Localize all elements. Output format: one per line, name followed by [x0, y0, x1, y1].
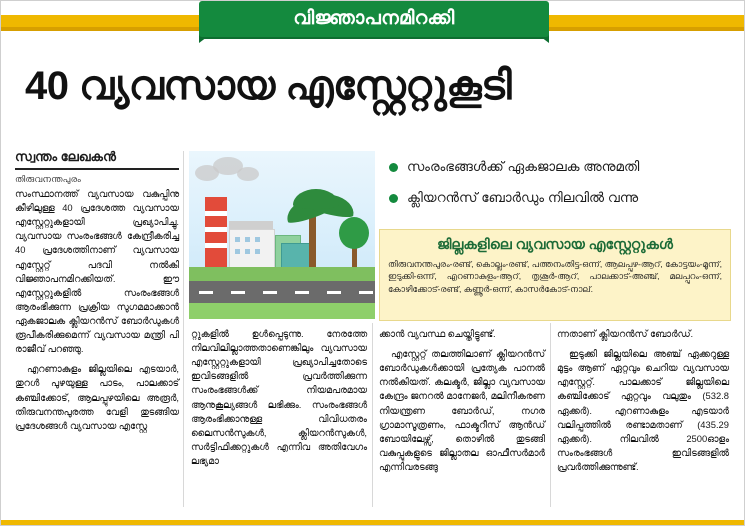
factory-chimney-icon	[205, 197, 227, 267]
window-icon	[255, 237, 260, 242]
byline-divider	[15, 168, 179, 170]
road	[189, 281, 375, 303]
body-column-3	[379, 327, 545, 480]
grass-strip-bottom	[189, 303, 375, 319]
district-estates-body: തിരുവനന്തപുരം-രണ്ട്, കൊല്ലം-രണ്ട്, പത്തനംതിട്ട-ഒന്ന്, ആലപ്പുഴ-ആറ്, കോട്ടയം-മൂന്ന്, ഇടുക്കി-ഒന്ന്, എറണാകുളം-ആറ്, തൃശൂർ-ആറ്, പാലക്കാട്-അഞ്ച്, മലപ്പുറം-ഒന്ന്, കോഴിക്കോട്-രണ്ട്, കണ്ണൂർ-ഒന്ന്, കാസർകോട്-നാല്.	[388, 259, 722, 294]
chimney-band	[205, 227, 227, 232]
paragraph: ഇടുക്കി ജില്ലയിലെ അഞ്ച് ഏക്കറുള്ള മുട്ടം ആണ് ഏറ്റവും ചെറിയ വ്യവസായ എസ്റ്റേറ്റ്. പാലക്കാട് ജില്ലയിലെ കഞ്ചിക്കോട് ഏറ്റവും വലുതും (532.8 ഏക്കർ). എറണാകുളം എടയാർ വലിപ്പത്തിൽ രണ്ടാമതാണ് (435.29 ഏക്കർ). നിലവിൽ 2500ഓളം സംരംഭങ്ങൾ ഇവിടങ്ങളിൽ പ്രവർത്തിക്കുന്നുണ്ട്.	[557, 348, 729, 472]
paragraph: റ്റുകളിൽ ഉൾപ്പെടുന്നു. നേരത്തേ നിലവിലില്ലാത്തതാണെങ്കിലും വ്യവസായ എസ്റ്റേറ്റുകളായി പ്രഖ്യാപിച്ചതോടെ ഇവിടങ്ങളിൽ പ്രവർത്തിക്കുന്ന സംരംഭങ്ങൾക്ക് നിയമപരമായ ആനുകൂല്യങ്ങൾ ലഭിക്കും. സംരംഭങ്ങൾ ആരംഭിക്കാനുള്ള വിവിധതരം ലൈസൻസുകൾ, ക്ലിയറൻസുകൾ, സർട്ടിഫിക്കറ്റുകൾ എന്നിവ അതിവേഗം ലഭ്യമാ	[191, 328, 367, 466]
chimney-band	[205, 243, 227, 248]
road-dash	[359, 291, 373, 294]
body-column-1	[15, 187, 179, 439]
banner-label	[199, 1, 549, 37]
paragraph: ക്കാൻ വ്യവസ്ഥ ചെയ്തിട്ടുണ്ട്.	[379, 328, 496, 339]
road-dash	[199, 291, 213, 294]
column-divider	[183, 151, 184, 507]
district-estates-box	[379, 229, 731, 321]
window-icon	[245, 237, 250, 242]
byline	[15, 149, 179, 185]
road-dash	[295, 291, 309, 294]
column-divider	[372, 323, 373, 507]
tree-icon	[339, 217, 369, 249]
top-banner	[1, 1, 745, 45]
smoke-puff-icon	[237, 167, 259, 181]
paragraph: എസ്റ്റേറ്റ് തലത്തിലാണ് ക്ലിയറൻസ് ബോർഡുകൾക്കായി പ്രത്യേക പാനൽ നൽകിയത്. കലക്ടർ, ജില്ലാ വ്യവസായ കേന്ദ്രം ജനറൽ മാനേജർ, മലിനീകരണ നിയന്ത്രണ ബോർഡ്, നഗര ഗ്രാമാസൂത്രണം, ഫാക്ടറീസ് ആൻഡ് ബോയിലേഴ്സ്, തൊഴിൽ തുടങ്ങി വകുപ്പുകളുടെ ജില്ലാതല ഓഫീസർമാർ എന്നിവരടങ്ങു	[379, 348, 545, 472]
window-icon	[235, 249, 240, 254]
bullet-dot-icon	[389, 194, 398, 203]
chimney-band	[205, 211, 227, 216]
list-item	[389, 159, 729, 176]
bottom-rule	[1, 520, 745, 525]
paragraph: ന്നതാണ് ക്ലിയറൻസ് ബോർഡ്.	[557, 328, 694, 339]
byline-dateline: തിരുവനന്തപുരം	[15, 174, 81, 184]
paragraph: സംസ്ഥാനത്ത് വ്യവസായ വകുപ്പിനു കീഴിലുള്ള 40 പ്രദേശത്ത വ്യവസായ എസ്റ്റേറ്റുകളായി പ്രഖ്യാപിച്ചു. വ്യവസായ സംരംഭങ്ങൾ കേന്ദ്രീകരിച്ച 40 പ്രദേശത്തിനാണ് വ്യവസായ എസ്റ്റേറ്റ് പദവി നൽകി വിജ്ഞാപനമിറക്കിയത്. ഈ എസ്റ്റേറ്റുകളിൽ സംരംഭങ്ങൾ ആരംഭിക്കുന്ന പ്രക്രിയ സുഗമമാക്കാൻ ഏകജാലക ക്ലിയറൻസ് ബോർഡുകൾ രൂപീകരിക്കുമെന്ന് വ്യവസായ മന്ത്രി പി രാജീവ് പറഞ്ഞു.	[15, 188, 179, 355]
byline-author: സ്വന്തം ലേഖകൻ	[15, 149, 116, 164]
page-title: 40 വ്യവസായ എസ്റ്റേറ്റുകൂടി	[25, 64, 512, 108]
paragraph: എറണാകുളം ജില്ലയിലെ എടയാർ, തുറൾ പുഴയുള്ള പാടം, പാലക്കാട് കഞ്ചിക്കോട്, ആലപ്പുഴയിലെ അരൂർ, തിരുവനന്തപുരത്ത വേളി തുടങ്ങിയ പ്രദേശങ്ങൾ വ്യവസായ എസ്റ്റേ	[15, 363, 179, 431]
window-icon	[235, 237, 240, 242]
road-dash	[327, 291, 341, 294]
window-icon	[245, 249, 250, 254]
banner-title-text: വിജ്ഞാപനമിറക്കി	[293, 8, 455, 29]
road-dash	[231, 291, 245, 294]
district-estates-title: ജില്ലകളിലെ വ്യവസായ എസ്റ്റേറ്റുകൾ	[437, 236, 673, 252]
key-points-list	[389, 159, 729, 221]
body-column-4	[557, 327, 729, 480]
industrial-estate-illustration	[189, 151, 375, 319]
list-item	[389, 190, 729, 207]
list-item-label: ക്ലിയറൻസ് ബോർഡും നിലവിൽ വന്നു	[407, 189, 639, 205]
body-column-2	[191, 327, 367, 474]
column-divider	[550, 323, 551, 507]
bullet-dot-icon	[389, 163, 398, 172]
window-icon	[255, 249, 260, 254]
road-dash	[263, 291, 277, 294]
list-item-label: സംരംഭങ്ങൾക്ക് ഏകജാലക അനുമതി	[407, 159, 640, 174]
